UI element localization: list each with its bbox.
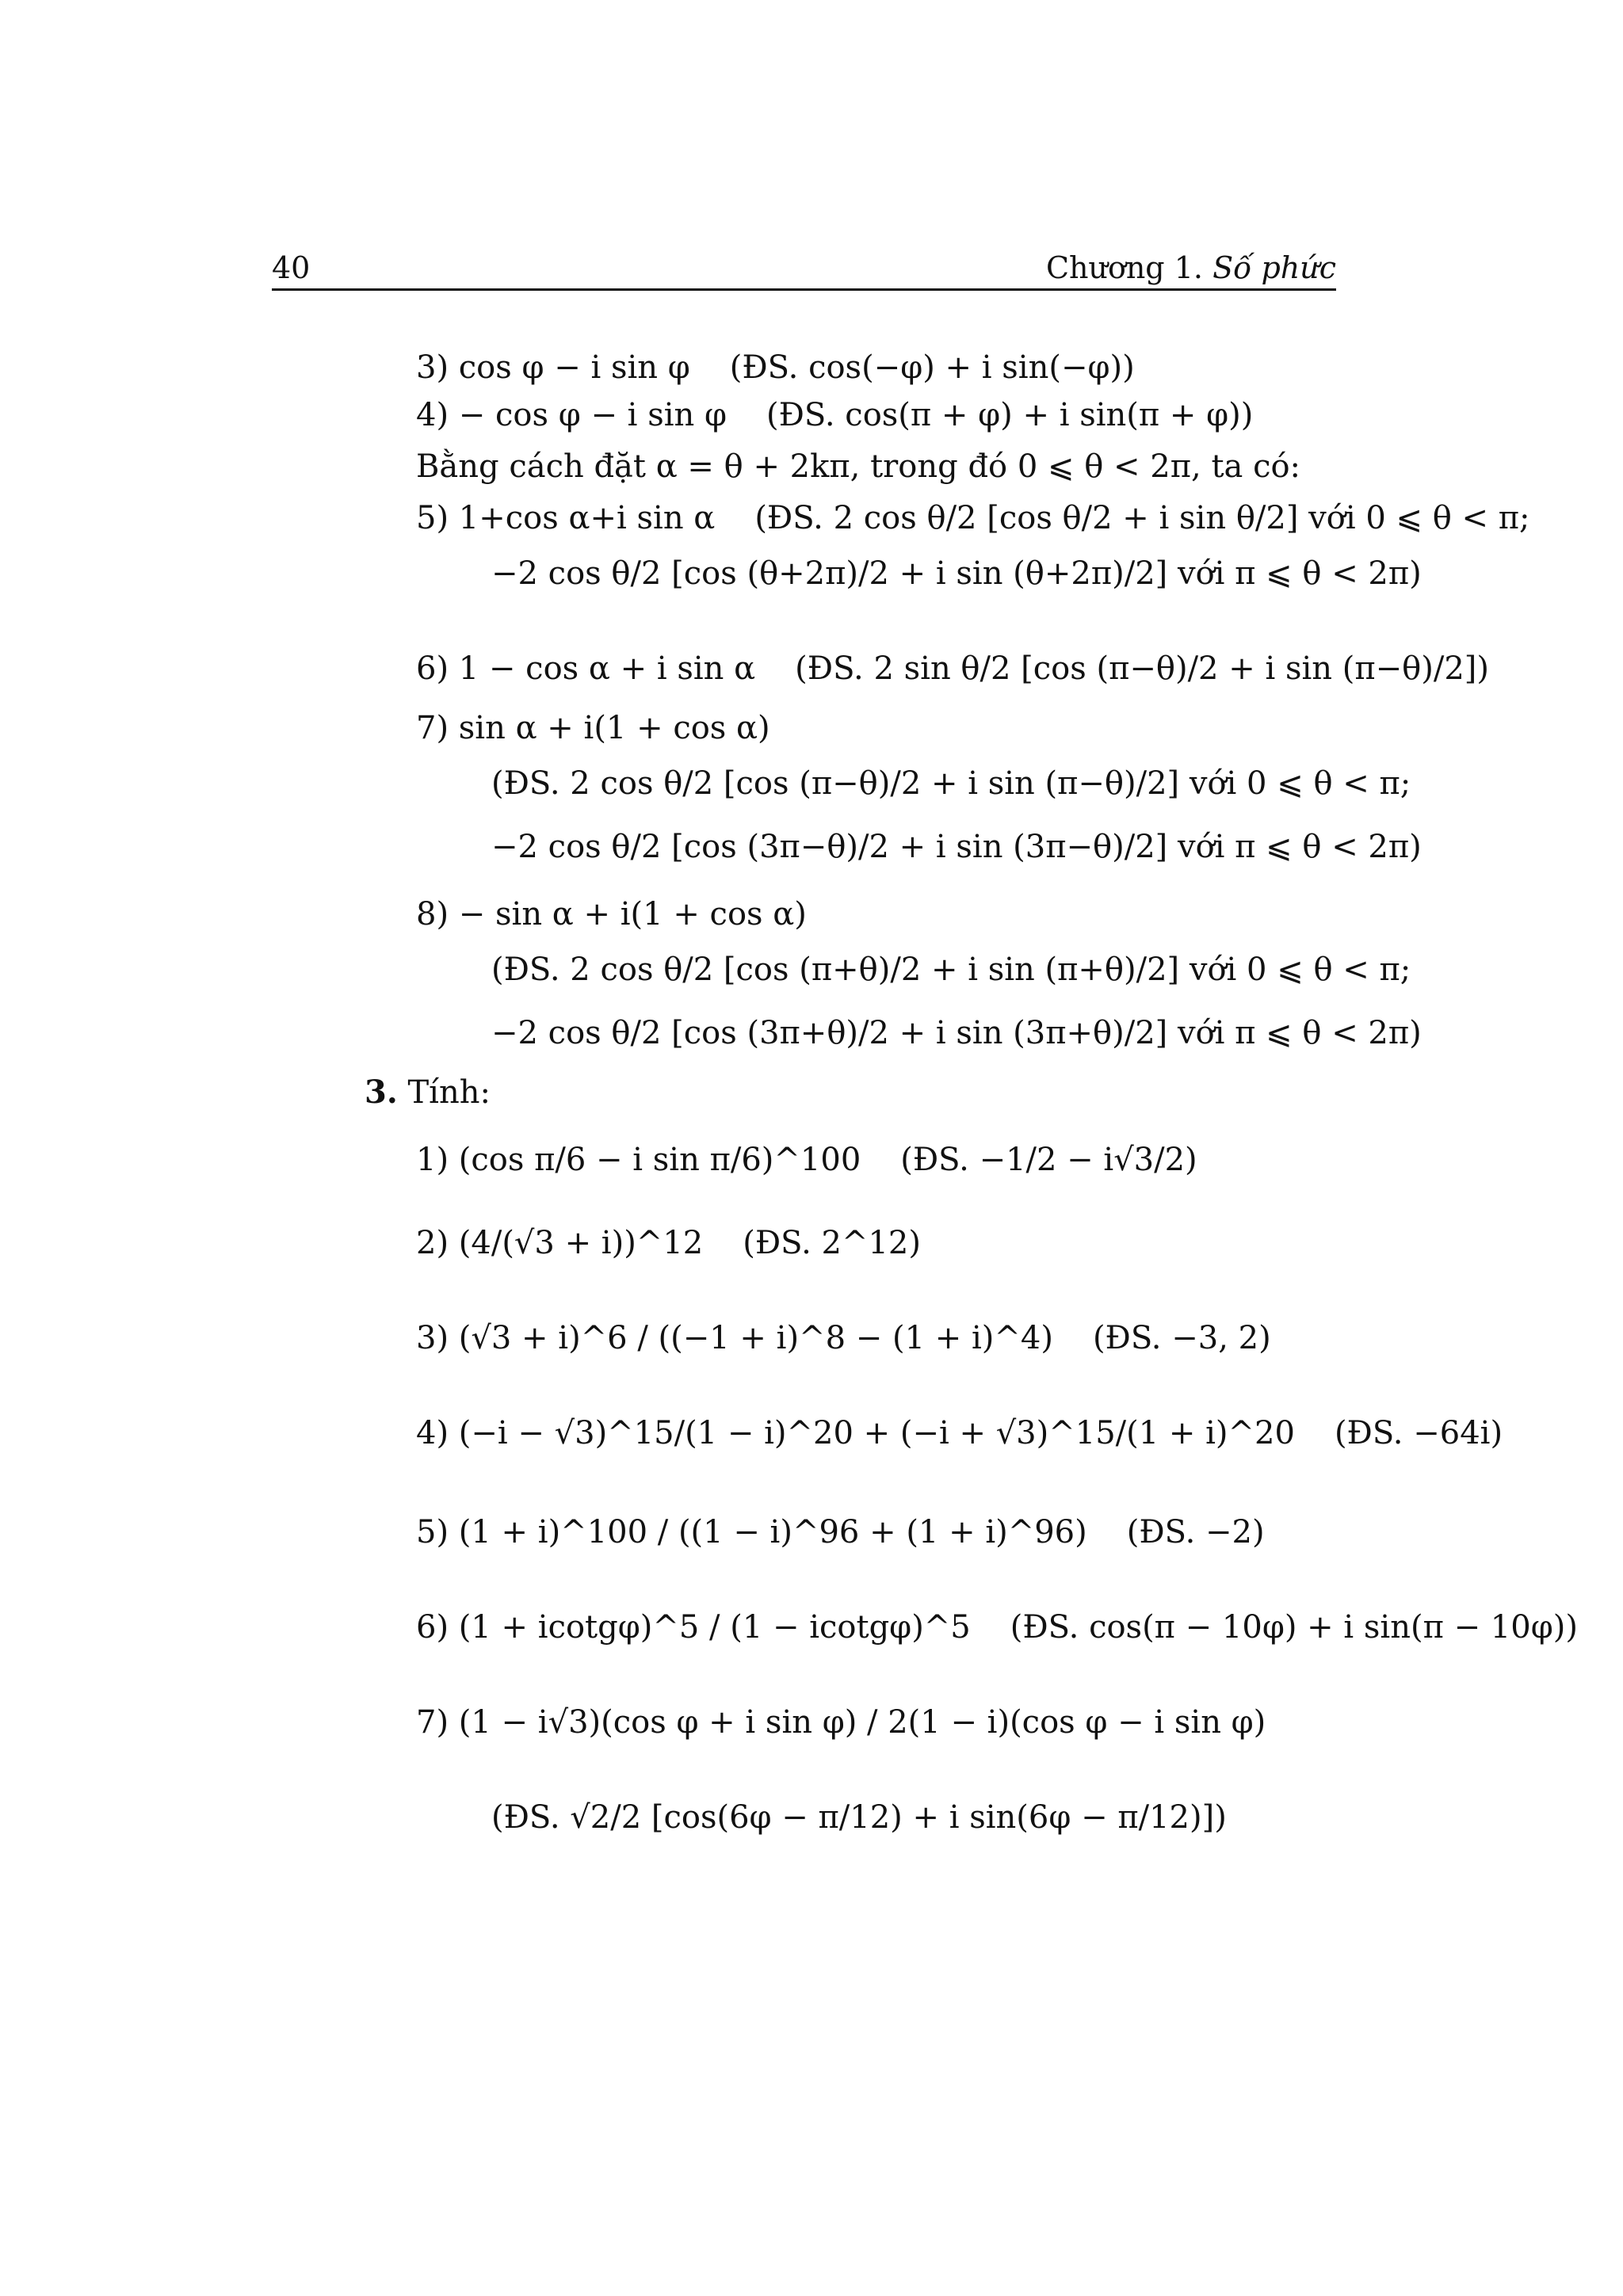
item-expression: (4/(√3 + i))^12 — [458, 1225, 704, 1261]
answer-text: (ĐS. cos(π + φ) + i sin(π + φ)) — [766, 397, 1254, 433]
item-label: 1) — [416, 1142, 449, 1178]
item-answer: (ĐS. cos(π − 10φ) + i sin(π − 10φ)) — [1010, 1609, 1578, 1646]
section-title: Tính: — [407, 1074, 491, 1111]
exercise-2-5 — [416, 499, 1530, 537]
question-text: 7) sin α + i(1 + cos α) — [416, 710, 770, 746]
item-expression: (−i − √3)^15/(1 − i)^20 + (−i + √3)^15/(1 + i)^20 — [458, 1415, 1295, 1451]
section3-item-1 — [416, 1141, 1197, 1179]
answer-text: (ĐS. 2 cos θ/2 [cos (π+θ)/2 + i sin (π+θ)/2] với 0 ⩽ θ < π; — [491, 952, 1411, 988]
item-expression: (cos π/6 − i sin π/6)^100 — [458, 1142, 861, 1178]
exercise-2-6 — [416, 650, 1489, 688]
section3-item-6 — [416, 1608, 1578, 1646]
question-text: 8) − sin α + i(1 + cos α) — [416, 896, 807, 933]
item-label: 6) — [416, 1609, 449, 1646]
item-label: 7) — [416, 1704, 449, 1741]
question-text: 5) 1+cos α+i sin α — [416, 500, 716, 536]
item-answer: (ĐS. −2) — [1126, 1514, 1265, 1550]
section-number: 3. — [365, 1074, 398, 1111]
exercise-2-7-answer — [491, 765, 1411, 803]
question-text: 3) cos φ − i sin φ — [416, 349, 690, 386]
exercise-2-3 — [416, 349, 1135, 387]
exercise-2-4 — [416, 396, 1253, 434]
exercise-2-8-answer — [491, 951, 1411, 989]
question-text: 4) − cos φ − i sin φ — [416, 397, 727, 433]
chapter-label: Chương 1. — [1045, 250, 1203, 285]
item-answer: (ĐS. −64i) — [1334, 1415, 1503, 1451]
section3-item-7 — [416, 1703, 1266, 1741]
answer-text: −2 cos θ/2 [cos (3π−θ)/2 + i sin (3π−θ)/2] với π ⩽ θ < 2π) — [491, 829, 1422, 865]
answer-text: −2 cos θ/2 [cos (θ+2π)/2 + i sin (θ+2π)/2] với π ⩽ θ < 2π) — [491, 555, 1422, 592]
page-header — [272, 247, 1336, 291]
intro-sentence: Bằng cách đặt α = θ + 2kπ, trong đó 0 ⩽ θ < 2π, ta có: — [416, 448, 1301, 485]
section3-item-2 — [416, 1224, 921, 1262]
item-expression: (√3 + i)^6 / ((−1 + i)^8 − (1 + i)^4) — [458, 1320, 1053, 1356]
item-answer: (ĐS. 2^12) — [743, 1225, 921, 1261]
item-answer: (ĐS. √2/2 [cos(6φ − π/12) + i sin(6φ − π/12)]) — [491, 1799, 1227, 1836]
exercise-2-7 — [416, 709, 770, 747]
answer-text: (ĐS. 2 cos θ/2 [cos (π−θ)/2 + i sin (π−θ)/2] với 0 ⩽ θ < π; — [491, 765, 1411, 802]
exercise-2-7-answer-continued — [491, 828, 1422, 866]
item-answer: (ĐS. −3, 2) — [1092, 1320, 1271, 1356]
exercise-2-5-continued — [491, 555, 1422, 593]
page-number: 40 — [272, 250, 311, 285]
answer-text: −2 cos θ/2 [cos (3π+θ)/2 + i sin (3π+θ)/2] với π ⩽ θ < 2π) — [491, 1015, 1422, 1051]
answer-text: (ĐS. 2 cos θ/2 [cos θ/2 + i sin θ/2] với 0 ⩽ θ < π; — [754, 500, 1530, 536]
chapter-heading — [1046, 247, 1336, 288]
section3-item-4 — [416, 1414, 1503, 1452]
item-label: 3) — [416, 1320, 449, 1356]
exercise-2-8-answer-continued — [491, 1014, 1422, 1052]
item-label: 4) — [416, 1415, 449, 1451]
item-label: 2) — [416, 1225, 449, 1261]
chapter-title: Số phức — [1212, 250, 1336, 285]
section3-item-7-answer — [491, 1798, 1227, 1836]
item-expression: (1 + i)^100 / ((1 − i)^96 + (1 + i)^96) — [458, 1514, 1087, 1550]
item-answer: (ĐS. −1/2 − i√3/2) — [900, 1142, 1197, 1178]
answer-text: (ĐS. cos(−φ) + i sin(−φ)) — [729, 349, 1135, 386]
answer-text: (ĐS. 2 sin θ/2 [cos (π−θ)/2 + i sin (π−θ)/2]) — [795, 650, 1489, 687]
section3-item-5 — [416, 1513, 1265, 1551]
item-expression: (1 + icotgφ)^5 / (1 − icotgφ)^5 — [458, 1609, 971, 1646]
section3-item-3 — [416, 1319, 1271, 1357]
question-text: 6) 1 − cos α + i sin α — [416, 650, 756, 687]
item-expression: (1 − i√3)(cos φ + i sin φ) / 2(1 − i)(cos φ − i sin φ) — [458, 1704, 1266, 1741]
section-3-heading — [365, 1074, 491, 1112]
exercise-2-8 — [416, 895, 807, 933]
item-label: 5) — [416, 1514, 449, 1550]
